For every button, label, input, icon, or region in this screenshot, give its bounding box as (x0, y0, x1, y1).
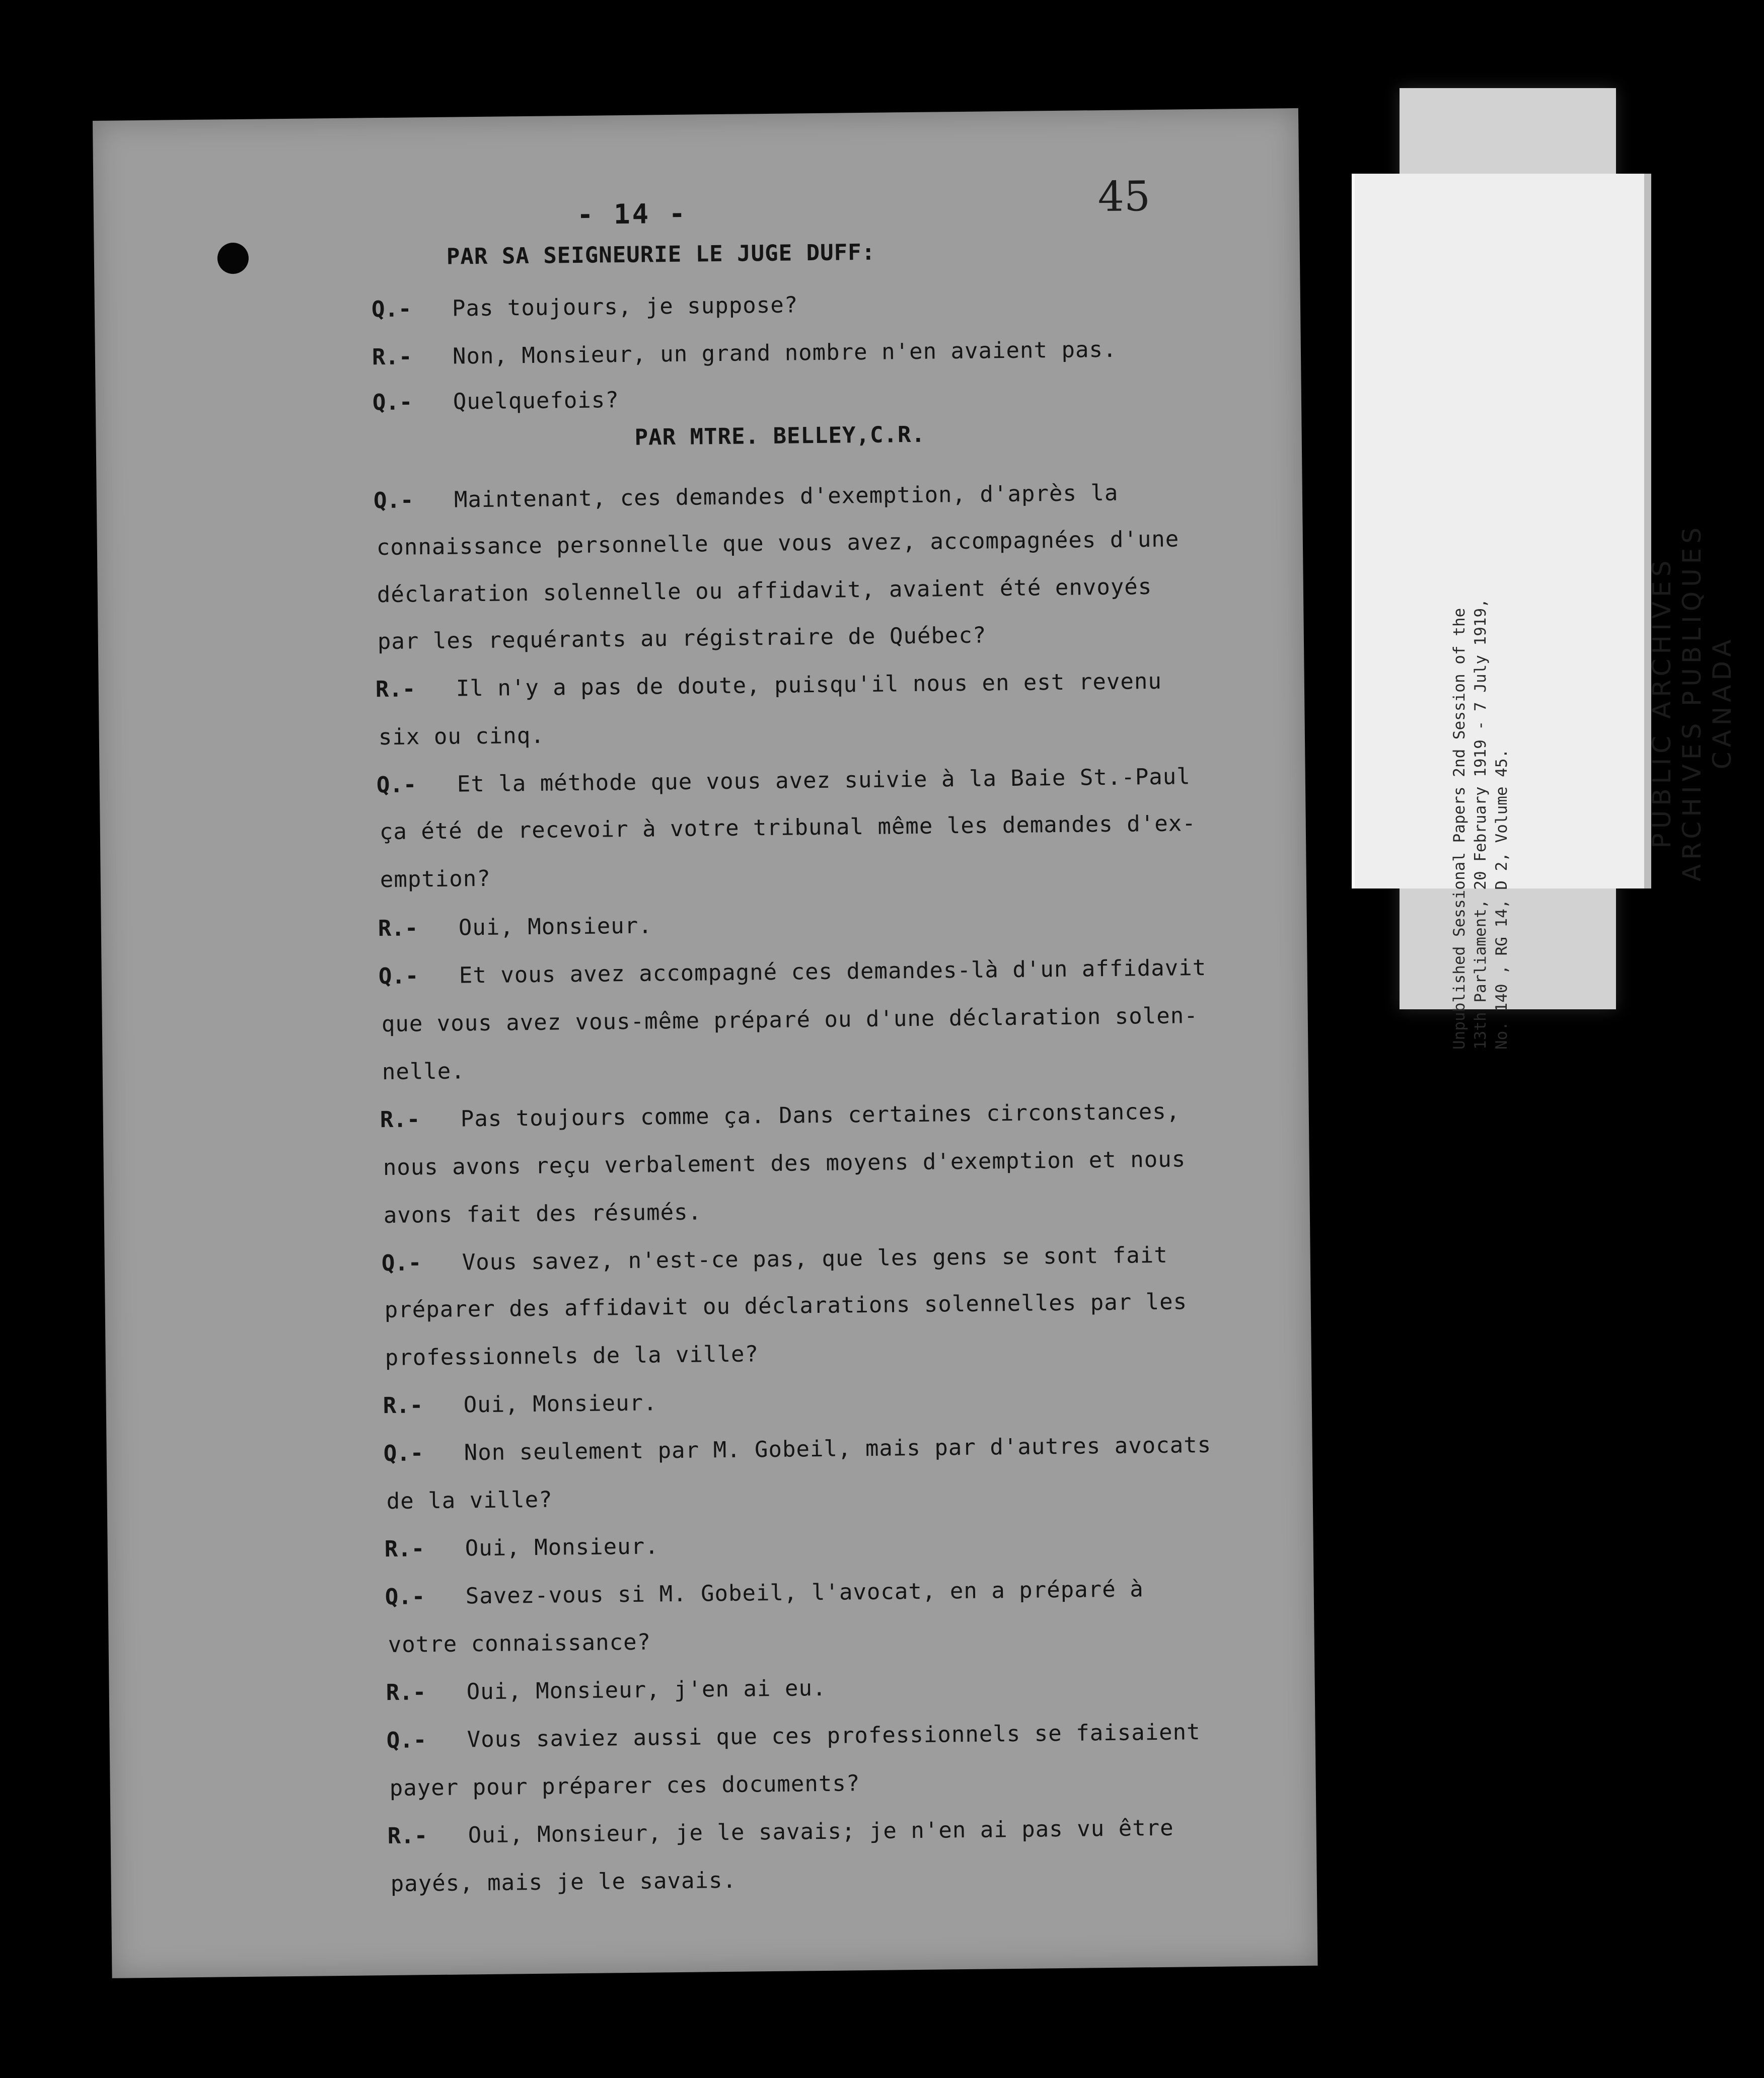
archive-stamp-line-3: CANADA (1708, 635, 1737, 770)
speaker-marker: R.- (387, 1823, 428, 1849)
archive-stamp (1647, 476, 1737, 929)
archive-stamp-line-2: ARCHIVES PUBLIQUES (1677, 523, 1707, 882)
transcript-line: Vous saviez aussi que ces professionnels se faisaient (467, 1719, 1201, 1753)
transcript-line: Oui, Monsieur. (465, 1533, 659, 1562)
transcript-line: Non seulement par M. Gobeil, mais par d'autres avocats (464, 1432, 1212, 1466)
transcript-line: votre connaissance? (388, 1629, 651, 1658)
speaker-marker: Q.- (378, 963, 419, 990)
heading-belley: PAR MTRE. BELLEY,C.R. (634, 421, 926, 451)
transcript-line: Oui, Monsieur. (463, 1390, 657, 1418)
page-number: - 14 - (576, 197, 688, 231)
transcript-line: emption? (380, 865, 491, 893)
transcript-line: six ou cinq. (378, 722, 545, 751)
speaker-marker: R.- (378, 915, 418, 942)
document-page (93, 108, 1318, 1978)
archive-label (1352, 174, 1737, 1050)
transcript-line: Pas toujours comme ça. Dans certaines circonstances, (460, 1098, 1181, 1132)
transcript-line: nous avons reçu verbalement des moyens d'exemption et nous (383, 1146, 1186, 1181)
archive-note-line-1: Unpublished Sessional Papers 2nd Session of the (1450, 608, 1468, 1050)
transcript-line: Et vous avez accompagné ces demandes-là d'un affidavit (459, 954, 1207, 989)
transcript-line: avons fait des résumés. (383, 1199, 702, 1229)
transcript-line: Oui, Monsieur, je le savais; je n'en ai pas vu être (468, 1815, 1174, 1848)
heading-judge-duff: PAR SA SEIGNEURIE LE JUGE DUFF: (446, 239, 876, 270)
transcript-line: Oui, Monsieur, j'en ai eu. (466, 1675, 827, 1705)
transcript-line: ça été de recevoir à votre tribunal même les demandes d'ex- (379, 810, 1196, 845)
speaker-marker: Q.- (386, 1727, 427, 1754)
transcript-line: Oui, Monsieur. (458, 913, 652, 941)
folio-number: 45 (1097, 173, 1151, 221)
transcript-line: Il n'y a pas de doute, puisqu'il nous en est revenu (456, 668, 1162, 702)
transcript-line: Pas toujours, je suppose? (452, 292, 798, 322)
transcript-line: nelle. (382, 1058, 466, 1085)
transcript-line: payés, mais je le savais. (390, 1867, 737, 1897)
speaker-marker: Q.- (372, 389, 413, 416)
transcript-line: par les requérants au régistraire de Québec? (377, 622, 987, 655)
transcript-line: professionnels de la ville? (385, 1341, 759, 1371)
archive-reference-note (1449, 466, 1512, 1050)
transcript-line: Quelquefois? (453, 387, 620, 415)
punch-hole (217, 243, 249, 274)
transcript-line: que vous avez vous-même préparé ou d'une déclaration solen- (381, 1003, 1198, 1037)
speaker-marker: R.- (384, 1536, 425, 1563)
speaker-marker: Q.- (376, 772, 417, 798)
transcript-line: déclaration solennelle ou affidavit, avaient été envoyés (377, 574, 1152, 608)
archive-stamp-line-1: PUBLIC ARCHIVES (1647, 556, 1676, 849)
transcript-line: Vous savez, n'est-ce pas, que les gens se sont fait (462, 1242, 1168, 1276)
transcript-line: Et la méthode que vous avez suivie à la Baie St.-Paul (457, 764, 1191, 797)
transcript-line: connaissance personnelle que vous avez, accompagnées d'une (376, 526, 1180, 561)
speaker-marker: R.- (372, 344, 412, 370)
speaker-marker: R.- (383, 1392, 423, 1419)
speaker-marker: Q.- (373, 487, 414, 514)
archive-note-line-3: No. 140 , RG 14, D 2, Volume 45. (1493, 749, 1511, 1050)
transcript-line: Maintenant, ces demandes d'exemption, d'après la (454, 480, 1119, 513)
archive-note-line-2: 13th Parliament, 20 February 1919 - 7 July 1919, (1472, 599, 1490, 1050)
speaker-marker: R.- (380, 1106, 420, 1133)
speaker-marker: R.- (375, 676, 416, 703)
transcript-line: Non, Monsieur, un grand nombre n'en avaient pas. (452, 336, 1117, 369)
speaker-marker: Q.- (371, 296, 412, 323)
transcript-line: payer pour préparer ces documents? (389, 1770, 860, 1802)
transcript-line: de la ville? (386, 1487, 553, 1515)
speaker-marker: Q.- (383, 1440, 424, 1467)
speaker-marker: Q.- (381, 1250, 422, 1277)
speaker-marker: Q.- (385, 1584, 425, 1610)
transcript-line: Savez-vous si M. Gobeil, l'avocat, en a préparé à (465, 1576, 1144, 1609)
transcript-line: préparer des affidavit ou déclarations solennelles par les (384, 1289, 1188, 1323)
speaker-marker: R.- (386, 1679, 426, 1706)
